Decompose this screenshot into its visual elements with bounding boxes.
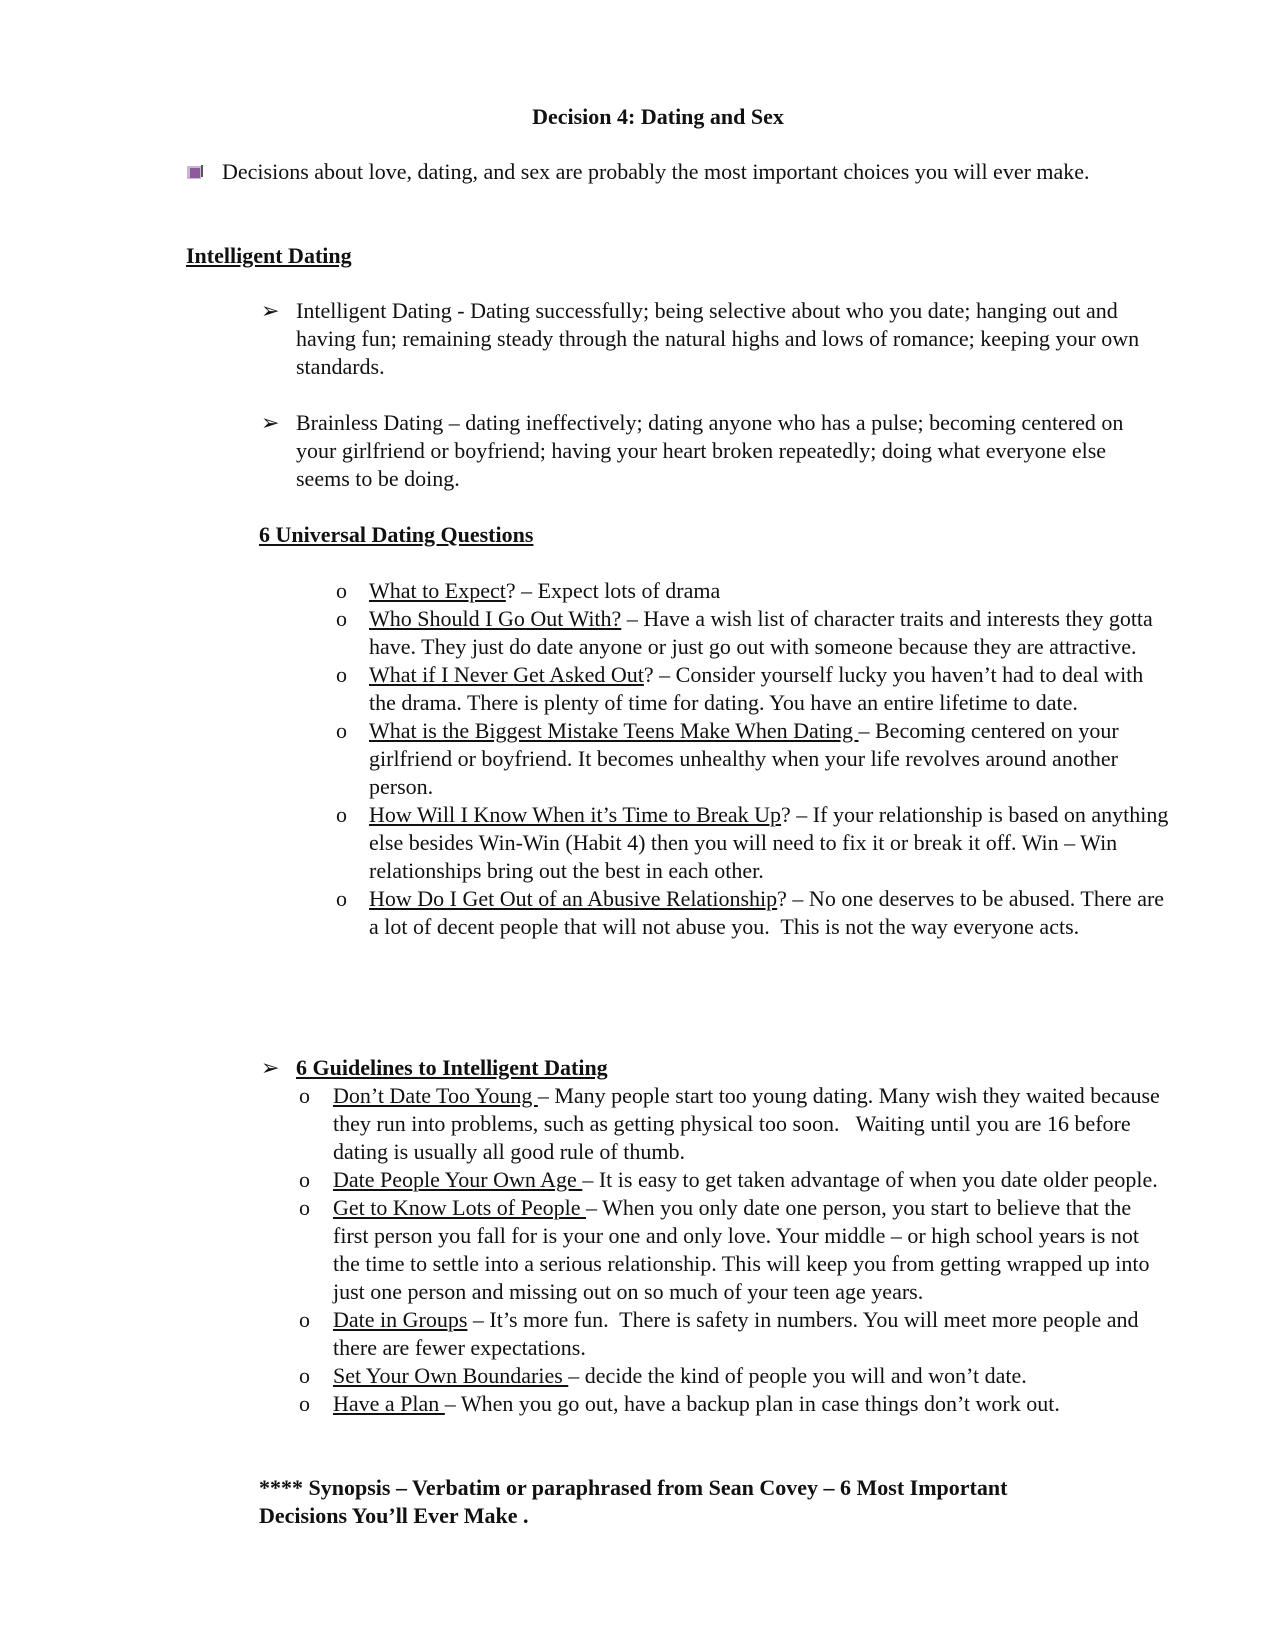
list-item <box>299 1166 1171 1194</box>
list-item <box>299 1082 1171 1166</box>
list-item <box>336 661 1172 717</box>
arrow-bullet-icon: ➢ <box>261 298 280 323</box>
circle-bullet-icon: o <box>299 1167 310 1192</box>
item-title: What is the Biggest Mistake Teens Make When Dating <box>369 718 859 743</box>
definition-item <box>261 297 1161 381</box>
circle-bullet-icon: o <box>299 1195 310 1220</box>
item-title: What if I Never Get Asked Out <box>369 662 644 687</box>
guidelines-heading-item <box>261 1054 1161 1082</box>
list-item <box>336 717 1172 801</box>
item-text: – Have a wish list of character traits and interests they gotta have. They just do date anyone or just go out with someone because they are attractive. <box>369 606 1159 659</box>
item-text: – Many people start too young dating. Many wish they waited because they run into problems, such as getting physical too soon. Waiting until you are 16 before dating is usually all good rule of thumb. <box>333 1083 1166 1164</box>
item-title: Set Your Own Boundaries <box>333 1363 569 1388</box>
item-text: – It’s more fun. There is safety in numbers. You will meet more people and there are fewer expectations. <box>333 1307 1144 1360</box>
definition-text: Brainless Dating – dating ineffectively; dating anyone who has a pulse; becoming centered on your girlfriend or boyfriend; having your heart broken repeatedly; doing what everyone else seems to be doing. <box>296 410 1124 491</box>
page-title: Decision 4: Dating and Sex <box>532 104 784 129</box>
list-item <box>336 577 1172 605</box>
circle-bullet-icon: o <box>336 718 347 743</box>
questions-heading: 6 Universal Dating Questions <box>259 522 534 547</box>
questions-list <box>336 577 1172 941</box>
list-item <box>336 885 1172 941</box>
item-text: – It is easy to get taken advantage of when you date older people. <box>582 1167 1158 1192</box>
item-text: – Becoming centered on your girlfriend or boyfriend. It becomes unhealthy when your life revolves around another person. <box>369 718 1125 799</box>
item-title: Who Should I Go Out With? <box>369 606 622 631</box>
item-text: ? – No one deserves to be abused. There are a lot of decent people that will not abuse you. This is not the way everyone acts. <box>369 886 1170 939</box>
synopsis: **** Synopsis – Verbatim or paraphrased from Sean Covey – 6 Most Important Decisions You’ll Ever Make . <box>259 1475 1008 1528</box>
circle-bullet-icon: o <box>336 886 347 911</box>
guidelines-heading: 6 Guidelines to Intelligent Dating <box>296 1055 608 1080</box>
circle-bullet-icon: o <box>336 606 347 631</box>
item-title: How Do I Get Out of an Abusive Relationship <box>369 886 778 911</box>
list-item <box>299 1306 1171 1362</box>
list-item <box>336 801 1172 885</box>
item-title: Get to Know Lots of People <box>333 1195 586 1220</box>
item-text: – When you go out, have a backup plan in case things don’t work out. <box>444 1391 1060 1416</box>
item-text: – When you only date one person, you start to believe that the first person you fall for is your one and only love. Your middle – or high school years is not the time to settle into a serious relationship. This will keep you from getting wrapped up into just one person and missing out on so much of your teen age years. <box>333 1195 1156 1304</box>
intelligent-dating-heading: Intelligent Dating <box>186 243 352 268</box>
definition-item <box>261 409 1161 493</box>
item-text: ? – Consider yourself lucky you haven’t had to deal with the drama. There is plenty of time for dating. You have an entire lifetime to date. <box>369 662 1149 715</box>
circle-bullet-icon: o <box>336 578 347 603</box>
circle-bullet-icon: o <box>299 1363 310 1388</box>
circle-bullet-icon: o <box>336 662 347 687</box>
arrow-bullet-icon: ➢ <box>261 1055 280 1080</box>
list-item <box>299 1194 1171 1306</box>
item-text: – decide the kind of people you will and won’t date. <box>568 1363 1027 1388</box>
list-item <box>299 1390 1171 1418</box>
circle-bullet-icon: o <box>299 1083 310 1108</box>
circle-bullet-icon: o <box>299 1307 310 1332</box>
guidelines-list <box>299 1082 1171 1418</box>
item-title: Have a Plan <box>333 1391 445 1416</box>
item-title: Date People Your Own Age <box>333 1167 583 1192</box>
arrow-bullet-icon: ➢ <box>261 410 280 435</box>
definition-text: Intelligent Dating - Dating successfully; being selective about who you date; hanging out and having fun; remaining steady through the natural highs and lows of romance; keeping your own standards. <box>296 298 1140 379</box>
item-title: What to Expect <box>369 578 506 603</box>
book-bullet-icon <box>187 165 203 180</box>
intro-text: Decisions about love, dating, and sex are probably the most important choices you will ever make. <box>222 159 1090 184</box>
circle-bullet-icon: o <box>336 802 347 827</box>
item-title: Don’t Date Too Young <box>333 1083 538 1108</box>
list-item <box>336 605 1172 661</box>
item-title: How Will I Know When it’s Time to Break Up <box>369 802 782 827</box>
item-title: Date in Groups <box>333 1307 468 1332</box>
item-text: ? – Expect lots of drama <box>505 578 721 603</box>
circle-bullet-icon: o <box>299 1391 310 1416</box>
list-item <box>299 1362 1171 1390</box>
item-text: ? – If your relationship is based on anything else besides Win-Win (Habit 4) then you will need to fix it or break it off. Win – Win relationships bring out the best in each other. <box>369 802 1174 883</box>
